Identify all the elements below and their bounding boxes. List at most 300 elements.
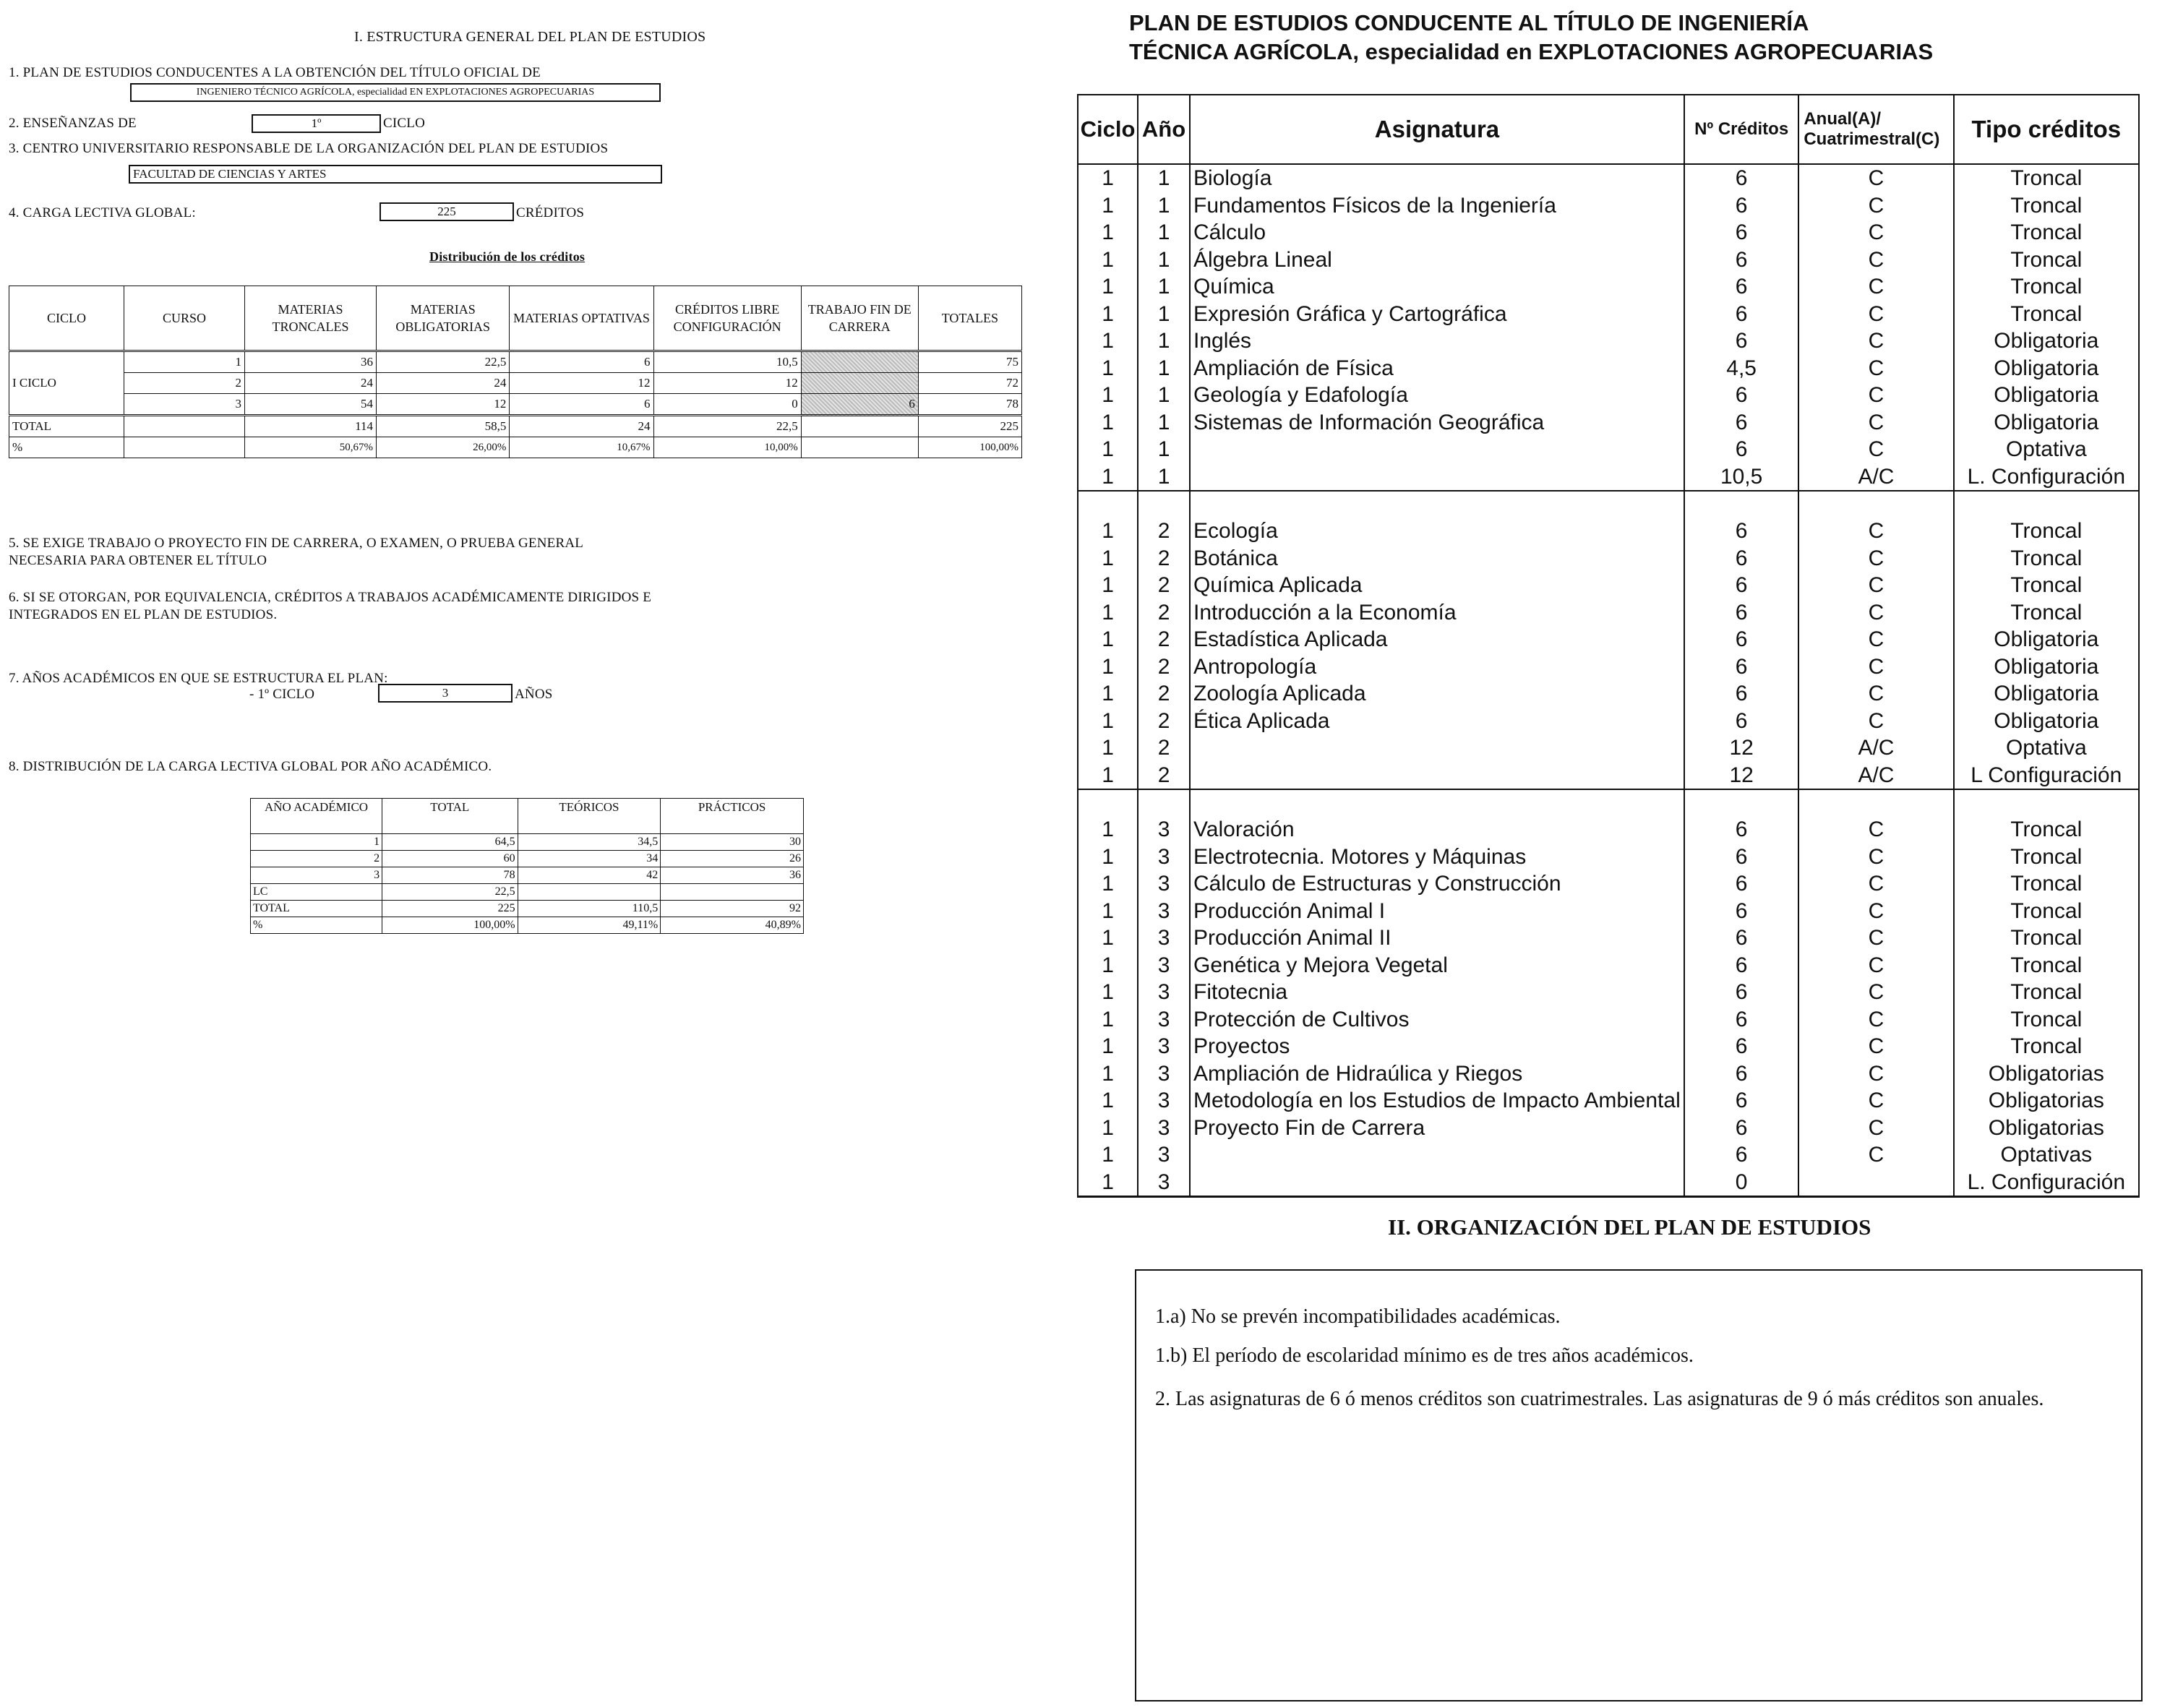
cell-tipo: Troncal [1954, 246, 2139, 274]
cell-creditos: 6 [1684, 924, 1798, 952]
cell-tipo: Obligatoria [1954, 708, 2139, 735]
cell-creditos: 6 [1684, 219, 1798, 246]
col-ano: AÑO ACADÉMICO [251, 799, 382, 834]
cell-asignatura: Química Aplicada [1190, 572, 1684, 599]
credit-distribution-table [9, 286, 1022, 458]
cell-tipo: Troncal [1954, 301, 2139, 328]
cell-tipo: Obligatoria [1954, 355, 2139, 382]
cell-creditos: 6 [1684, 626, 1798, 653]
cell-anual: C [1798, 273, 1953, 301]
cell-anual: C [1798, 1087, 1953, 1115]
org-title: II. ORGANIZACIÓN DEL PLAN DE ESTUDIOS [1388, 1214, 1871, 1240]
cell-asignatura: Metodología en los Estudios de Impacto Ambiental [1190, 1087, 1684, 1115]
cell-tipo: Troncal [1954, 545, 2139, 572]
cell-anual: C [1798, 545, 1953, 572]
table-row [1078, 979, 2139, 1006]
year-load-table [250, 798, 804, 934]
table-row [1078, 1087, 2139, 1115]
cell-creditos: 6 [1684, 164, 1798, 192]
cell-creditos: 6 [1684, 898, 1798, 925]
col-practicos: PRÁCTICOS [661, 799, 804, 834]
cell-asignatura: Ecología [1190, 518, 1684, 545]
cell-tipo: Obligatoria [1954, 626, 2139, 653]
item7-label: 7. AÑOS ACADÉMICOS EN QUE SE ESTRUCTURA EL PLAN: [9, 671, 388, 686]
table-row [1078, 924, 2139, 952]
cell-ano: 1 [1138, 246, 1190, 274]
cell-ano: 3 [1138, 898, 1190, 925]
plan-table [1077, 94, 2140, 1198]
cell-creditos: 6 [1684, 518, 1798, 545]
cell-creditos: 6 [1684, 436, 1798, 463]
table-row: 3 78 42 36 [251, 867, 804, 884]
cell-ciclo: 1 [1078, 409, 1138, 437]
cell-ciclo: 1 [1078, 870, 1138, 898]
col-ano: Año [1138, 95, 1190, 164]
org-2: 2. Las asignaturas de 6 ó menos créditos son cuatrimestrales. Las asignaturas de 9 ó más créditos son anuales. [1155, 1388, 2044, 1410]
cell-tipo: L Configuración [1954, 762, 2139, 790]
cell-creditos: 6 [1684, 1006, 1798, 1034]
table-row [1078, 1141, 2139, 1169]
table-row [1078, 898, 2139, 925]
cell-tipo: Troncal [1954, 518, 2139, 545]
item3-value: FACULTAD DE CIENCIAS Y ARTES [129, 165, 662, 184]
cell-ciclo: 1 [1078, 327, 1138, 355]
cell-creditos: 0 [1684, 1169, 1798, 1197]
cell-tipo: Troncal [1954, 924, 2139, 952]
table-row [1078, 1060, 2139, 1088]
cell-ano: 3 [1138, 1033, 1190, 1060]
org-1b: 1.b) El período de escolaridad mínimo es de tres años académicos. [1155, 1344, 1694, 1367]
cell-tipo: Troncal [1954, 1006, 2139, 1034]
cell-asignatura: Estadística Aplicada [1190, 626, 1684, 653]
cell-asignatura: Antropología [1190, 653, 1684, 681]
cell-ano: 1 [1138, 382, 1190, 409]
table-row [1078, 870, 2139, 898]
cell-anual: A/C [1798, 762, 1953, 790]
cell-ano: 3 [1138, 1115, 1190, 1142]
cell-ciclo: 1 [1078, 816, 1138, 844]
cell-anual: C [1798, 518, 1953, 545]
cell-creditos: 6 [1684, 382, 1798, 409]
cell-asignatura: Proyectos [1190, 1033, 1684, 1060]
cell-tipo: L. Configuración [1954, 463, 2139, 492]
cell-ciclo: 1 [1078, 1115, 1138, 1142]
cell-creditos: 6 [1684, 273, 1798, 301]
cell-creditos: 6 [1684, 708, 1798, 735]
table-row [1078, 327, 2139, 355]
table-row [1078, 1006, 2139, 1034]
item4-value: 225 [379, 202, 514, 221]
plan-title-line1: PLAN DE ESTUDIOS CONDUCENTE AL TÍTULO DE INGENIERÍA [1129, 10, 1809, 35]
col-troncales: MATERIAS TRONCALES [244, 286, 376, 351]
cell-tipo: Obligatorias [1954, 1115, 2139, 1142]
table-row-percent: % 50,67% 26,00% 10,67% 10,00% 100,00% [9, 437, 1022, 458]
cell-asignatura: Ampliación de Física [1190, 355, 1684, 382]
item7-value: 3 [378, 684, 513, 703]
cell-ciclo: 1 [1078, 844, 1138, 871]
col-creditos: Nº Créditos [1684, 95, 1798, 164]
cell-anual: C [1798, 164, 1953, 192]
cell-creditos: 6 [1684, 844, 1798, 871]
cell-ciclo: 1 [1078, 1087, 1138, 1115]
cell-asignatura: Biología [1190, 164, 1684, 192]
cell-ciclo: 1 [1078, 1033, 1138, 1060]
cell-asignatura: Fitotecnia [1190, 979, 1684, 1006]
cell-ano: 2 [1138, 653, 1190, 681]
cell-tipo: Obligatorias [1954, 1087, 2139, 1115]
cell-ano: 2 [1138, 572, 1190, 599]
col-libre: CRÉDITOS LIBRE CONFIGURACIÓN [653, 286, 801, 351]
spacer-row [1078, 789, 2139, 816]
table-row [1078, 382, 2139, 409]
cell-asignatura: Introducción a la Economía [1190, 599, 1684, 627]
item5-text: 5. SE EXIGE TRABAJO O PROYECTO FIN DE CARRERA, O EXAMEN, O PRUEBA GENERAL NECESARIA PARA OBTENER EL TÍTULO [9, 536, 583, 568]
cell-asignatura: Producción Animal I [1190, 898, 1684, 925]
cell-ciclo: 1 [1078, 355, 1138, 382]
cell-creditos: 12 [1684, 734, 1798, 762]
cell-anual: C [1798, 382, 1953, 409]
cell-asignatura [1190, 463, 1684, 492]
cell-anual: C [1798, 409, 1953, 437]
section-heading: I. ESTRUCTURA GENERAL DEL PLAN DE ESTUDIOS [354, 29, 706, 45]
cell-ano: 3 [1138, 1087, 1190, 1115]
cell-creditos: 6 [1684, 1033, 1798, 1060]
col-curso: CURSO [124, 286, 245, 351]
cell-tipo: Troncal [1954, 599, 2139, 627]
cell-ciclo: 1 [1078, 463, 1138, 492]
table-row [1078, 355, 2139, 382]
cell-anual: C [1798, 1060, 1953, 1088]
cell-ano: 1 [1138, 192, 1190, 220]
cell-ciclo: 1 [1078, 952, 1138, 979]
cell-ano: 3 [1138, 1060, 1190, 1088]
table-row: TOTAL 225 110,5 92 [251, 901, 804, 917]
cell-asignatura [1190, 436, 1684, 463]
spacer-row [1078, 491, 2139, 518]
cell-ano: 3 [1138, 952, 1190, 979]
cell-tipo: Optativas [1954, 1141, 2139, 1169]
cell-anual: C [1798, 327, 1953, 355]
cell-tipo: Optativa [1954, 436, 2139, 463]
cell-asignatura: Protección de Cultivos [1190, 1006, 1684, 1034]
col-teoricos: TEÓRICOS [518, 799, 661, 834]
plan-title-line2: TÉCNICA AGRÍCOLA, especialidad en EXPLOTACIONES AGROPECUARIAS [1129, 39, 1934, 64]
cell-tipo: Troncal [1954, 219, 2139, 246]
table-row [1078, 545, 2139, 572]
cell-anual: C [1798, 1141, 1953, 1169]
item2-label: 2. ENSEÑANZAS DE [9, 116, 137, 131]
col-optativas: MATERIAS OPTATIVAS [510, 286, 653, 351]
col-anual-line2: Cuatrimestral(C) [1804, 129, 1940, 149]
cell-creditos: 6 [1684, 599, 1798, 627]
cell-ano: 2 [1138, 734, 1190, 762]
cell-ano: 1 [1138, 301, 1190, 328]
cell-anual: C [1798, 219, 1953, 246]
cell-asignatura: Álgebra Lineal [1190, 246, 1684, 274]
cell-asignatura: Fundamentos Físicos de la Ingeniería [1190, 192, 1684, 220]
table-row [1078, 301, 2139, 328]
cell-anual: C [1798, 626, 1953, 653]
cell-anual: C [1798, 870, 1953, 898]
cell-creditos: 6 [1684, 409, 1798, 437]
table-row [1078, 844, 2139, 871]
item7-sub: - 1º CICLO [249, 687, 315, 702]
cell-creditos: 6 [1684, 1060, 1798, 1088]
cell-creditos: 6 [1684, 545, 1798, 572]
cell-anual: C [1798, 924, 1953, 952]
table-row [1078, 219, 2139, 246]
cell-ciclo: 1 [1078, 708, 1138, 735]
cell-anual: C [1798, 355, 1953, 382]
cell-creditos: 6 [1684, 680, 1798, 708]
table-row [1078, 518, 2139, 545]
cell-ano: 3 [1138, 870, 1190, 898]
col-anual-line1: Anual(A)/ [1804, 109, 1881, 129]
cell-ciclo: 1 [1078, 680, 1138, 708]
table-row [1078, 572, 2139, 599]
table-row: LC 22,5 [251, 884, 804, 901]
cell-tipo: Obligatoria [1954, 409, 2139, 437]
cell-tipo: Troncal [1954, 979, 2139, 1006]
cell-ano: 3 [1138, 816, 1190, 844]
cell-tipo: Obligatoria [1954, 653, 2139, 681]
cell-creditos: 12 [1684, 762, 1798, 790]
cell-tipo: Optativa [1954, 734, 2139, 762]
cell-creditos: 6 [1684, 572, 1798, 599]
table-row [1078, 653, 2139, 681]
cell-anual: C [1798, 708, 1953, 735]
cell-anual: C [1798, 572, 1953, 599]
cell-anual: C [1798, 436, 1953, 463]
cell-asignatura: Zoología Aplicada [1190, 680, 1684, 708]
cell-ciclo: 1 [1078, 898, 1138, 925]
col-tipo: Tipo créditos [1954, 95, 2139, 164]
cell-anual: A/C [1798, 463, 1953, 492]
cell-ciclo: 1 [1078, 762, 1138, 790]
cell-tipo: Troncal [1954, 273, 2139, 301]
cell-creditos: 6 [1684, 653, 1798, 681]
table-row [1078, 952, 2139, 979]
cell-anual: C [1798, 246, 1953, 274]
left-page [0, 0, 1063, 1708]
cell-ano: 3 [1138, 844, 1190, 871]
cell-ciclo: 1 [1078, 273, 1138, 301]
cell-asignatura: Cálculo [1190, 219, 1684, 246]
cell-creditos: 6 [1684, 816, 1798, 844]
cell-asignatura: Genética y Mejora Vegetal [1190, 952, 1684, 979]
cell-ciclo: 1 [1078, 219, 1138, 246]
cell-ciclo: 1 [1078, 626, 1138, 653]
cell-tipo: Troncal [1954, 952, 2139, 979]
col-asignatura: Asignatura [1190, 95, 1684, 164]
cell-anual: C [1798, 1115, 1953, 1142]
col-totales: TOTALES [918, 286, 1021, 351]
cell-ano: 3 [1138, 1169, 1190, 1197]
cell-creditos: 6 [1684, 1115, 1798, 1142]
cell-anual: C [1798, 653, 1953, 681]
col-anual [1798, 95, 1953, 164]
cell-tipo: Troncal [1954, 844, 2139, 871]
table-row [1078, 626, 2139, 653]
cell-ciclo: 1 [1078, 246, 1138, 274]
cell-ano: 1 [1138, 273, 1190, 301]
cell-ano: 2 [1138, 518, 1190, 545]
cell-ciclo: 1 [1078, 734, 1138, 762]
cell-anual: C [1798, 816, 1953, 844]
cell-anual [1798, 1169, 1953, 1197]
cell-creditos: 6 [1684, 327, 1798, 355]
table-row: 1 36 22,5 6 10,5 75 [9, 351, 1022, 373]
table-row-total: TOTAL 114 58,5 24 22,5 225 [9, 416, 1022, 437]
cell-asignatura [1190, 734, 1684, 762]
table-row [1078, 734, 2139, 762]
cell-ciclo: 1 [1078, 979, 1138, 1006]
cell-asignatura: Inglés [1190, 327, 1684, 355]
cell-ciclo: 1 [1078, 436, 1138, 463]
cell-anual: C [1798, 599, 1953, 627]
cell-asignatura: Electrotecnia. Motores y Máquinas [1190, 844, 1684, 871]
right-page [1063, 0, 2157, 1708]
cell-ciclo: 1 [1078, 924, 1138, 952]
cell-anual: C [1798, 844, 1953, 871]
cell-creditos: 6 [1684, 1087, 1798, 1115]
cell-ano: 1 [1138, 164, 1190, 192]
cell-ano: 2 [1138, 680, 1190, 708]
cell-tipo: Obligatoria [1954, 382, 2139, 409]
item4-label: 4. CARGA LECTIVA GLOBAL: [9, 205, 196, 220]
cell-asignatura [1190, 1141, 1684, 1169]
cell-ciclo: 1 [1078, 653, 1138, 681]
col-obligatorias: MATERIAS OBLIGATORIAS [377, 286, 510, 351]
cell-creditos: 10,5 [1684, 463, 1798, 492]
cell-asignatura [1190, 1169, 1684, 1197]
cell-anual: C [1798, 1006, 1953, 1034]
cell-creditos: 6 [1684, 979, 1798, 1006]
cell-ano: 2 [1138, 762, 1190, 790]
cell-ano: 1 [1138, 463, 1190, 492]
cell-ciclo: 1 [1078, 164, 1138, 192]
cell-asignatura: Proyecto Fin de Carrera [1190, 1115, 1684, 1142]
item6-text: 6. SI SE OTORGAN, POR EQUIVALENCIA, CRÉDITOS A TRABAJOS ACADÉMICAMENTE DIRIGIDOS E INTEGRADOS EN EL PLAN DE ESTUDIOS. [9, 590, 652, 622]
cell-ciclo: 1 [1078, 192, 1138, 220]
cell-ciclo: 1 [1078, 518, 1138, 545]
cell-ano: 3 [1138, 924, 1190, 952]
item7-suffix: AÑOS [515, 687, 553, 702]
cell-creditos: 6 [1684, 192, 1798, 220]
table-row [1078, 273, 2139, 301]
col-ciclo: Ciclo [1078, 95, 1138, 164]
cell-asignatura: Geología y Edafología [1190, 382, 1684, 409]
cell-ciclo: 1 [1078, 572, 1138, 599]
cell-tipo: Troncal [1954, 898, 2139, 925]
cell-asignatura: Ampliación de Hidraúlica y Riegos [1190, 1060, 1684, 1088]
cell-asignatura: Valoración [1190, 816, 1684, 844]
cell-anual: A/C [1798, 734, 1953, 762]
cell-ano: 2 [1138, 545, 1190, 572]
cell-anual: C [1798, 898, 1953, 925]
cell-ano: 1 [1138, 327, 1190, 355]
table-row [1078, 1169, 2139, 1197]
org-box [1135, 1269, 2143, 1701]
cell-ciclo: 1 [1078, 382, 1138, 409]
item1-label: 1. PLAN DE ESTUDIOS CONDUCENTES A LA OBTENCIÓN DEL TÍTULO OFICIAL DE [9, 65, 541, 80]
distribution-title: Distribución de los créditos [429, 249, 586, 264]
table-row: 1 64,5 34,5 30 [251, 834, 804, 851]
cell-asignatura: Botánica [1190, 545, 1684, 572]
table-row [1078, 1033, 2139, 1060]
cell-creditos: 6 [1684, 952, 1798, 979]
cell-ciclo: 1 [1078, 545, 1138, 572]
cell-tipo: Troncal [1954, 192, 2139, 220]
item3-label: 3. CENTRO UNIVERSITARIO RESPONSABLE DE LA ORGANIZACIÓN DEL PLAN DE ESTUDIOS [9, 141, 609, 156]
cell-ciclo: 1 [1078, 1141, 1138, 1169]
table-row [1078, 1115, 2139, 1142]
table-row [1078, 463, 2139, 492]
cell-tipo: Troncal [1954, 870, 2139, 898]
table-row [1078, 599, 2139, 627]
cell-asignatura: Expresión Gráfica y Cartográfica [1190, 301, 1684, 328]
cell-ano: 2 [1138, 599, 1190, 627]
cell-ano: 1 [1138, 355, 1190, 382]
cell-ano: 3 [1138, 979, 1190, 1006]
table-row [1078, 436, 2139, 463]
cell-asignatura [1190, 762, 1684, 790]
table-row [1078, 246, 2139, 274]
table-row [1078, 708, 2139, 735]
cell-tipo: Troncal [1954, 816, 2139, 844]
cell-creditos: 6 [1684, 301, 1798, 328]
item8-label: 8. DISTRIBUCIÓN DE LA CARGA LECTIVA GLOBAL POR AÑO ACADÉMICO. [9, 759, 492, 774]
cell-ciclo: 1 [1078, 301, 1138, 328]
cell-asignatura: Química [1190, 273, 1684, 301]
cell-ciclo: 1 [1078, 1006, 1138, 1034]
table-row [1078, 680, 2139, 708]
table-row [1078, 816, 2139, 844]
col-tfc: TRABAJO FIN DE CARRERA [801, 286, 918, 351]
cell-ano: 3 [1138, 1141, 1190, 1169]
cell-tipo: Obligatoria [1954, 680, 2139, 708]
cell-anual: C [1798, 680, 1953, 708]
cell-creditos: 6 [1684, 1141, 1798, 1169]
cell-tipo: Obligatorias [1954, 1060, 2139, 1088]
cell-anual: C [1798, 979, 1953, 1006]
cell-creditos: 6 [1684, 870, 1798, 898]
cell-creditos: 4,5 [1684, 355, 1798, 382]
col-ciclo: CICLO [9, 286, 124, 351]
table-row [1078, 192, 2139, 220]
table-row [1078, 762, 2139, 790]
col-total: TOTAL [382, 799, 518, 834]
cell-ciclo: 1 [1078, 1169, 1138, 1197]
cell-ano: 2 [1138, 626, 1190, 653]
cell-ciclo: 1 [1078, 1060, 1138, 1088]
cell-tipo: Troncal [1954, 1033, 2139, 1060]
cell-ano: 1 [1138, 409, 1190, 437]
cell-tipo: L. Configuración [1954, 1169, 2139, 1197]
cell-ciclo: 1 [1078, 599, 1138, 627]
cell-tipo: Obligatoria [1954, 327, 2139, 355]
cell-asignatura: Sistemas de Información Geográfica [1190, 409, 1684, 437]
item1-value: INGENIERO TÉCNICO AGRÍCOLA, especialidad EN EXPLOTACIONES AGROPECUARIAS [130, 83, 661, 102]
item2-suffix: CICLO [383, 116, 425, 131]
item2-value: 1º [252, 114, 381, 133]
cell-tipo: Troncal [1954, 572, 2139, 599]
cell-anual: C [1798, 952, 1953, 979]
cell-ano: 1 [1138, 219, 1190, 246]
cell-ano: 1 [1138, 436, 1190, 463]
cell-anual: C [1798, 301, 1953, 328]
cell-anual: C [1798, 1033, 1953, 1060]
